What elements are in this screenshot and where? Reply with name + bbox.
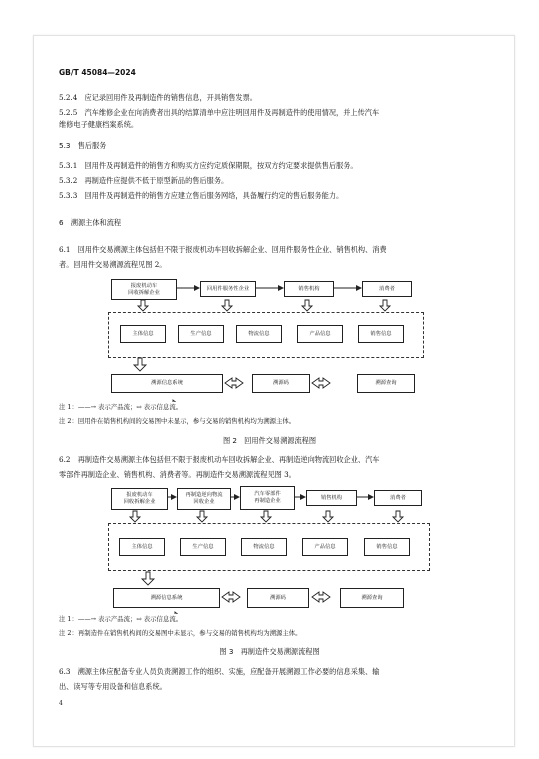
fig2-node-dismantling-enterprise: 报废机动车 回收拆解企业 bbox=[111, 279, 177, 300]
clause-6-3-line2: 出、读写等专用设备和信息系统。 bbox=[59, 682, 167, 691]
fig3-note-2: 注 2：再制造件在销售机构间的交易图中未显示，参与交易的销售机构均为溯源主体。 bbox=[59, 629, 302, 637]
clause-6-3-line1: 6.3 溯源主体应配备专业人员负责溯源工作的组织、实施，应配备开展溯源工作必要的信息采集、输 bbox=[59, 667, 380, 676]
fig3-traceability-system: 溯源信息系统 bbox=[113, 588, 220, 608]
fig2-node-reuse-service-enterprise: 回用件服务性企业 bbox=[200, 281, 256, 297]
section-6-heading: 6 溯源主体和流程 bbox=[59, 218, 122, 227]
fig3-note-1: 注 1：——→ 表示产品流；⇨ 表示信息流。 bbox=[59, 614, 279, 623]
fig2-traceability-system: 溯源信息系统 bbox=[111, 374, 223, 393]
clause-5-3-2: 5.3.2 再制造件应提供不低于原型新品的售后服务。 bbox=[59, 176, 229, 185]
fig2-trace-code: 溯源码 bbox=[252, 374, 310, 393]
fig3-info-production: 生产信息 bbox=[180, 538, 226, 556]
fig3-node-remanufacturing-enterprise: 汽车零部件 再制造企业 bbox=[240, 486, 295, 510]
figure-2-caption: 图 2 回用件交易溯源流程图 bbox=[222, 436, 317, 445]
fig3-node-sales-agency: 销售机构 bbox=[306, 490, 357, 506]
fig3-info-sales: 销售信息 bbox=[364, 538, 410, 556]
fig3-info-subject: 主体信息 bbox=[119, 538, 165, 556]
fig3-info-logistics: 物流信息 bbox=[241, 538, 287, 556]
fig2-info-product: 产品信息 bbox=[297, 325, 343, 343]
fig2-info-logistics: 物流信息 bbox=[236, 325, 282, 343]
fig3-node-consumer: 消费者 bbox=[374, 490, 422, 506]
fig2-trace-query: 溯源查询 bbox=[357, 374, 415, 393]
clause-5-3-3: 5.3.3 回用件及再制造件的销售方应建立售后服务网络，具备履行约定的售后服务能力。 bbox=[59, 191, 344, 200]
clause-6-1-line1: 6.1 回用件交易溯源主体包括但不限于报废机动车回收拆解企业、回用件服务性企业、销售机构、消费 bbox=[59, 245, 387, 254]
clause-5-2-5-line2: 维修电子健康档案系统。 bbox=[59, 120, 139, 129]
clause-6-1-line2: 者。回用件交易溯源流程见图 2。 bbox=[59, 260, 167, 269]
clause-5-2-5-line1: 5.2.5 汽车维修企业在向消费者出具的结算清单中应注明回用件及再制造件的使用情况，并上传汽车 bbox=[59, 108, 380, 117]
standard-code-header: GB/T 45084—2024 bbox=[59, 68, 136, 77]
clause-6-2-line2: 零部件再制造企业、销售机构、消费者等。再制造件交易溯源流程见图 3。 bbox=[59, 470, 296, 479]
fig2-note-1: 注 1：——→ 表示产品流；⇨ 表示信息流。 bbox=[59, 402, 279, 411]
clause-6-2-line1: 6.2 再制造件交易溯源主体包括但不限于报废机动车回收拆解企业、再制造逆向物流回收企业、汽车 bbox=[59, 455, 380, 464]
fig2-note-2: 注 2：回用件在销售机构间的交易图中未显示，参与交易的销售机构均为溯源主体。 bbox=[59, 417, 296, 425]
fig3-node-dismantling-enterprise: 报废机动车 回收拆解企业 bbox=[111, 488, 168, 510]
fig2-info-subject: 主体信息 bbox=[120, 325, 166, 343]
fig2-node-consumer: 消费者 bbox=[362, 281, 412, 297]
fig3-node-reverse-logistics-enterprise: 再制造逆向物流 回收企业 bbox=[177, 488, 231, 510]
clause-5-3-1: 5.3.1 回用件及再制造件的销售方和购买方应约定质保期限，按双方约定要求提供售后服务。 bbox=[59, 161, 358, 170]
fig3-trace-code: 溯源码 bbox=[247, 588, 309, 608]
fig3-trace-query: 溯源查询 bbox=[340, 588, 404, 608]
page-number: 4 bbox=[59, 700, 63, 707]
section-5-3-heading: 5.3 售后服务 bbox=[59, 141, 107, 150]
fig2-node-sales-agency: 销售机构 bbox=[284, 281, 334, 297]
fig2-info-sales: 销售信息 bbox=[358, 325, 404, 343]
fig3-info-product: 产品信息 bbox=[302, 538, 348, 556]
figure-3-caption: 图 3 再制造件交易溯源流程图 bbox=[219, 647, 320, 656]
clause-5-2-4: 5.2.4 应记录回用件及再制造件的销售信息，开具销售发票。 bbox=[59, 93, 257, 102]
fig2-info-production: 生产信息 bbox=[178, 325, 224, 343]
